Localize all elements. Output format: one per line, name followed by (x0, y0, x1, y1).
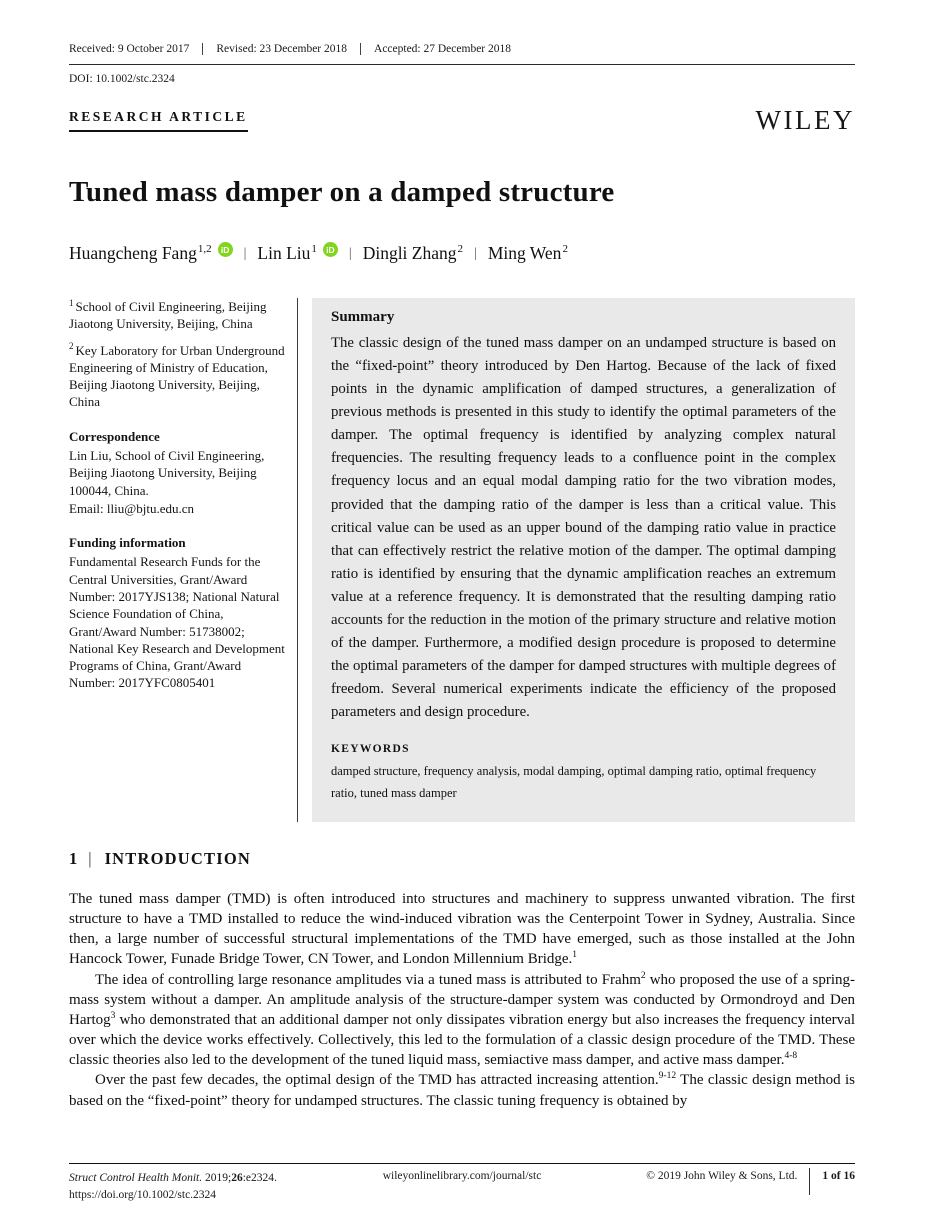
author-separator: | (348, 245, 352, 261)
author-name: Huangcheng Fang$^{1,2}$ (69, 243, 212, 263)
introduction-body (69, 889, 855, 1111)
author-list (69, 243, 855, 264)
abstract-box (312, 298, 855, 822)
reference-marker[interactable]: 1 (572, 950, 578, 961)
funding-text: Fundamental Research Funds for the Central Universities, Grant/Award Number: 2017YJS138; National Natural Science Foundation of China, Grant/Award Number: 51738002; National Key Research and Development Programs of China, Grant/Award Number: 2017YFC0805401 (69, 554, 285, 691)
section-pipe: | (88, 848, 92, 868)
journal-website-link[interactable]: wileyonlinelibrary.com/journal/stc (382, 1170, 542, 1182)
received-date: Received: 9 October 2017 (69, 43, 203, 55)
page-footer (69, 1163, 855, 1205)
author-name: Lin Liu$^1$ (257, 243, 317, 263)
article-info-and-abstract (69, 298, 855, 822)
journal-name: Struct Control Health Monit. (69, 1172, 203, 1184)
doi-url-link[interactable]: https://doi.org/10.1002/stc.2324 (69, 1189, 217, 1202)
citation-line: Struct Control Health Monit. 2019;26:e2324. (69, 1172, 277, 1184)
paragraph: Over the past few decades, the optimal design of the TMD has attracted increasing attention.$^{9-12}$ The classic design method is based on the “fixed-point” theory for undamped structures. The classic tuning frequency is obtained by (69, 1071, 855, 1109)
author-affiliation-sup: 1,2 (197, 243, 212, 256)
page-number: 1 of 16 (822, 1170, 855, 1182)
reference-marker[interactable]: 3 (110, 1010, 116, 1021)
keywords-heading: KEYWORDS (331, 743, 410, 756)
paragraph: The tuned mass damper (TMD) is often introduced into structures and machinery to suppress unwanted vibration. The first structure to have a TMD installed to reduce the wind-induced vibration was the Centerpoint Tower in Sydney, Australia. Since then, a large number of successful structural implementations of the TMD have emerged, such as those installed at the John Hancock Tower, Funade Bridge Tower, CN Tower, and London Millennium Bridge.$^1$ (69, 890, 855, 968)
accepted-date: Accepted: 27 December 2018 (374, 43, 511, 55)
author-affiliation-sup: 2 (457, 243, 463, 256)
footer-divider (809, 1168, 810, 1195)
wiley-logo: WILEY (755, 105, 855, 135)
affiliation: $^2$ Key Laboratory for Urban Underground Engineering of Ministry of Education, Beijing Jiaotong University, Beijing, China (69, 341, 285, 410)
doi-line: DOI: 10.1002/stc.2324 (69, 73, 175, 85)
volume-number: 26 (231, 1172, 243, 1184)
section-number: 1 (69, 848, 78, 868)
article-history (69, 0, 855, 65)
author-affiliation-sup: 1 (311, 243, 317, 256)
article-type-label: RESEARCH ARTICLE (69, 109, 248, 132)
author-name: Ming Wen$^2$ (487, 243, 568, 263)
article-title: Tuned mass damper on a damped structure (69, 176, 615, 208)
reference-marker[interactable]: 9-12 (658, 1071, 677, 1082)
reference-marker[interactable]: 2 (640, 970, 646, 981)
column-divider (297, 298, 298, 822)
section-heading-introduction (69, 849, 855, 869)
author-affiliation-sup: 2 (562, 243, 568, 256)
author-separator: | (243, 245, 247, 261)
correspondence-address: Lin Liu, School of Civil Engineering, Beijing Jiaotong University, Beijing 100044, China. (69, 447, 265, 498)
funding-heading: Funding information (69, 535, 186, 551)
author-separator: | (474, 245, 477, 261)
keywords-text: damped structure, frequency analysis, modal damping, optimal damping ratio, optimal frequency ratio, tuned mass damper (331, 764, 817, 800)
correspondence-email-line: Email: lliu@bjtu.edu.cn (69, 500, 194, 516)
journal-header (69, 105, 855, 136)
summary-heading: Summary (331, 309, 395, 325)
orcid-icon[interactable]: iD (323, 242, 338, 257)
summary-text: The classic design of the tuned mass damper on an undamped structure is based on the “fixed-point” theory introduced by Den Hartog. Because of the lack of fixed points in the dynamic amplification of damped structures, a generalization of previous methods is presented in this study to identify the optimal parameters of the damper. The optimal frequency is identified by analyzing complex natural frequencies. The resulting frequency leads to a confluence point in the complex frequency locus and an equal modal damping ratio for the two vibration modes, provided that the damping ratio of the damper is less than a critical value. This critical value can be used as an upper bound of the damping ratio value in practice that can effectively restrict the relative motion of the damper. The optimal damping ratio is identified by ensuring that the dynamic amplification reaches an extremum value at a reference frequency. It is demonstrated that the resulting damping ratio accounts for the reduction in the motion of the primary structure and relative motion of the damper. Furthermore, a modified design procedure is proposed to determine the optimal parameters of the damper for damped structures with multiple degrees of freedom. Several numerical experiments indicate the efficiency of the proposed parameters and design procedure. (331, 335, 836, 721)
article-info-column (69, 298, 297, 822)
affiliation: $^1$ School of Civil Engineering, Beijing Jiaotong University, Beijing, China (69, 297, 267, 332)
orcid-icon[interactable]: iD (218, 242, 233, 257)
email-link[interactable]: lliu@bjtu.edu.cn (106, 500, 194, 516)
section-title: INTRODUCTION (104, 848, 251, 868)
copyright-block (593, 1170, 855, 1195)
correspondence-heading: Correspondence (69, 428, 160, 444)
paragraph: The idea of controlling large resonance amplitudes via a tuned mass is attributed to Frahm$^2$ who proposed the use of a spring-mass system without a damper. An amplitude analysis of the structure-damper system was conducted by Ormondroyd and Den Hartog$^3$ who demonstrated that an additional damper not only dissipates vibration energy but also increases the frequency interval over which the device works effectively. Collectively, this led to the formulation of a classic design procedure of the TMD. These classic theories also led to the development of the tuned liquid mass, semiactive mass damper, and active mass damper.$^{4-8}$ (69, 970, 855, 1069)
copyright-text: © 2019 John Wiley & Sons, Ltd. (646, 1170, 798, 1182)
reference-marker[interactable]: 4-8 (784, 1051, 798, 1062)
revised-date: Revised: 23 December 2018 (216, 43, 361, 55)
author-name: Dingli Zhang$^2$ (362, 243, 463, 263)
citation-block (69, 1170, 331, 1205)
